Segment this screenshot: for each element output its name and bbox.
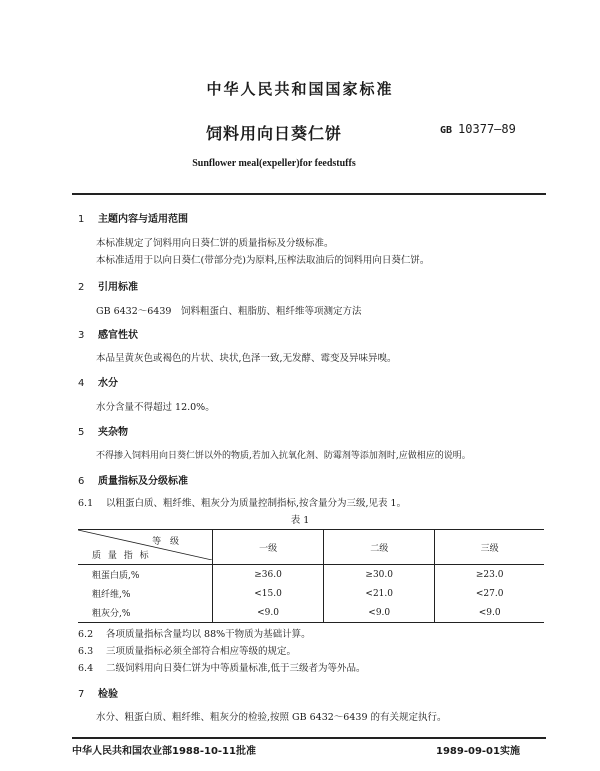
row-label: 粗纤维,% <box>92 590 131 600</box>
table-cell: <21.0 <box>324 584 435 603</box>
table-cell: <9.0 <box>435 603 544 623</box>
clause-6-4: 6.4 二级饲料用向日葵仁饼为中等质量标准,低于三级者为等外品。 <box>78 663 366 674</box>
section-7-para-1: 水分、粗蛋白质、粗纤维、粗灰分的检验,按照 GB 6432～6439 的有关规定执行。 <box>96 712 447 723</box>
standard-code <box>440 122 516 136</box>
table-cell: ≥30.0 <box>324 565 435 585</box>
section-4-para-1: 水分含量不得超过 12.0%。 <box>96 402 215 413</box>
table-cell: <15.0 <box>213 584 324 603</box>
clause-6-2: 6.2 各项质量指标含量均以 88%干物质为基础计算。 <box>78 629 311 640</box>
table-cell: <9.0 <box>213 603 324 623</box>
section-3-heading: 3 感官性状 <box>78 330 138 341</box>
table-cell: <9.0 <box>324 603 435 623</box>
document-title: 饲料用向日葵仁饼 <box>205 124 342 143</box>
clause-6-1: 6.1 以粗蛋白质、粗纤维、粗灰分为质量控制指标,按含量分为三级,见表 1。 <box>78 498 407 509</box>
clause-6-3: 6.3 三项质量指标必须全部符合相应等级的规定。 <box>78 646 297 657</box>
section-1-para-1: 本标准规定了饲料用向日葵仁饼的质量指标及分级标准。 <box>96 238 334 249</box>
table-corner-cell <box>78 530 213 565</box>
grade-3-header: 三级 <box>435 530 544 565</box>
section-2-para-1: GB 6432～6439 饲料粗蛋白、粗脂肪、粗纤维等项测定方法 <box>96 306 362 317</box>
row-label: 粗蛋白质,% <box>92 571 140 581</box>
table-header-row <box>78 530 544 565</box>
section-4-heading: 4 水分 <box>78 378 118 389</box>
section-1-para-2: 本标准适用于以向日葵仁(带部分壳)为原料,压榨法取油后的饲料用向日葵仁饼。 <box>96 255 430 266</box>
table-cell: ≥23.0 <box>435 565 544 585</box>
section-5-heading: 5 夹杂物 <box>78 427 128 438</box>
section-5-para-1: 不得掺入饲料用向日葵仁饼以外的物质,若加入抗氧化剂、防霉剂等添加剂时,应做相应的说明。 <box>96 451 471 461</box>
gb-label: GB <box>440 125 453 136</box>
row-label: 粗灰分,% <box>78 603 213 623</box>
table-row <box>78 603 544 623</box>
quality-grade-table <box>78 529 544 623</box>
footer-divider <box>72 737 546 739</box>
corner-indicator-label: 质 量 指 标 <box>92 551 151 561</box>
table-row <box>78 565 544 585</box>
table-cell: ≥36.0 <box>213 565 324 585</box>
english-title: Sunflower meal(expeller)for feedstuffs <box>192 158 356 169</box>
section-2-heading: 2 引用标准 <box>78 282 138 293</box>
table-1-caption: 表 1 <box>290 515 310 526</box>
section-6-heading: 6 质量指标及分级标准 <box>78 476 188 487</box>
approval-line: 中华人民共和国农业部1988-10-11批准 <box>72 746 256 757</box>
section-7-heading: 7 检验 <box>78 689 118 700</box>
grade-1-header: 一级 <box>213 530 324 565</box>
gb-number: 10377—89 <box>458 122 516 136</box>
standard-type-heading: 中华人民共和国国家标准 <box>206 80 394 98</box>
effective-date: 1989-09-01实施 <box>436 746 520 757</box>
header-divider <box>72 193 546 195</box>
table-row <box>78 584 544 603</box>
grade-2-header: 二级 <box>324 530 435 565</box>
section-3-para-1: 本品呈黄灰色或褐色的片状、块状,色泽一致,无发酵、霉变及异味异嗅。 <box>96 353 397 364</box>
section-1-heading: 1 主题内容与适用范围 <box>78 214 188 225</box>
table-cell: <27.0 <box>435 584 544 603</box>
corner-grade-label: 等 级 <box>152 537 182 547</box>
